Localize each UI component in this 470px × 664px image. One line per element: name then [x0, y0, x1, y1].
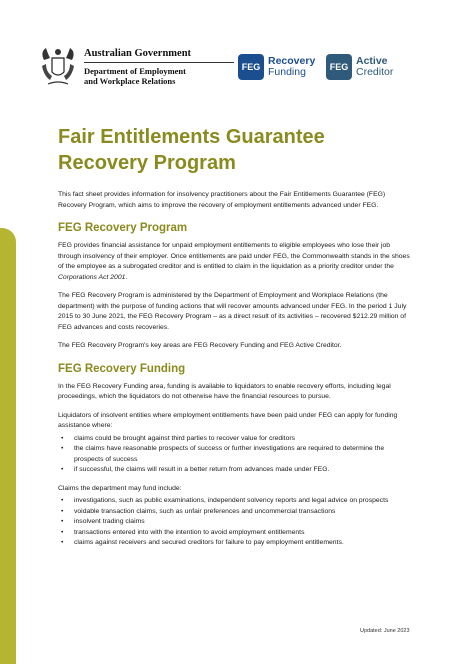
list-item: • claims could be brought against third parties to recover value for creditors: [58, 434, 410, 445]
paragraph: [58, 241, 410, 283]
decorative-side-bar: [0, 228, 16, 664]
eligibility-list: [58, 434, 410, 476]
list-item: • transactions entered into with the intention to avoid employment entitlements: [58, 528, 410, 539]
document-body: [58, 190, 410, 557]
divider: [84, 62, 234, 63]
section-heading-recovery-funding: FEG Recovery Funding: [58, 362, 186, 375]
list-item: • claims against receivers and secured creditors for failure to pay employment entitlements.: [58, 538, 410, 549]
government-name: Australian Government: [84, 48, 192, 59]
paragraph: In the FEG Recovery Funding area, funding is available to liquidators to enable recovery efforts, including legal proceedings, which the liquidators do not otherwise have the financial resources to pursue.: [58, 382, 391, 400]
list-item: • investigations, such as public examinations, independent solvency reports and legal advice on prospects: [58, 496, 410, 507]
list-item: • voidable transaction claims, such as unfair preferences and uncommercial transactions: [58, 507, 410, 518]
logo-line1: Active: [356, 55, 388, 67]
section-heading-recovery-program: FEG Recovery Program: [58, 222, 188, 234]
logo-line2: Funding: [268, 66, 306, 78]
paragraph: The FEG Recovery Program is administered by the Department of Employment and Workplace Relations (the department) with the purpose of funding actions that will recover amounts advanced under FEG. In the period 1 July 2015 to 30 June 2021, the FEG Recovery Program – as a direct result of its activities – recovered $212.29 million of FEG advances and costs recoveries.: [58, 292, 407, 331]
government-branding: [84, 48, 234, 86]
logo-line1: Recovery: [268, 55, 316, 67]
page-title: [58, 124, 438, 176]
title-line1: Fair Entitlements Guarantee: [58, 126, 325, 148]
title-line2: Recovery Program: [58, 152, 236, 174]
list-item: • the claims have reasonable prospects of success or further investigations are required to determine the prospects of success: [58, 444, 410, 465]
text-run: .: [125, 273, 128, 281]
feg-badge: FEG: [238, 54, 264, 80]
paragraph: Claims the department may fund include:: [58, 484, 182, 492]
text-run: FEG provides financial assistance for unpaid employment entitlements to eligible employees who lose their job through insolvency of their employer. Once entitlements are paid under FEG, the Commonwealth stands in the shoes of the employee as a subrogated creditor and is entitled to claim in the liquidation as a priority creditor under the: [58, 242, 410, 270]
list-item: • if successful, the claims will result in a better return from advances made under FEG.: [58, 465, 410, 476]
list-item: • insolvent trading claims: [58, 517, 410, 528]
paragraph: The FEG Recovery Program's key areas are FEG Recovery Funding and FEG Active Creditor.: [58, 342, 342, 349]
updated-date: Updated: June 2023: [360, 628, 410, 634]
feg-recovery-funding-logo: [238, 54, 315, 80]
logo-line2: Creditor: [356, 66, 394, 78]
feg-active-creditor-logo: [326, 54, 393, 80]
paragraph: Liquidators of insolvent entities where employment entitlements have been paid under FEG can apply for funding assistance where:: [58, 411, 398, 429]
intro-paragraph: This fact sheet provides information for insolvency practitioners about the Fair Entitlements Guarantee (FEG) Recovery Program, which aims to improve the recovery of employment entitlements advanced under FEG.: [58, 191, 386, 209]
department-name-line2: and Workplace Relations: [84, 76, 176, 86]
coat-of-arms-icon: [38, 44, 78, 90]
act-name: Corporations Act 2001: [58, 273, 126, 281]
claims-list: [58, 496, 410, 549]
department-name-line1: Department of Employment: [84, 66, 186, 76]
document-header: [38, 44, 438, 96]
feg-badge: FEG: [326, 54, 352, 80]
